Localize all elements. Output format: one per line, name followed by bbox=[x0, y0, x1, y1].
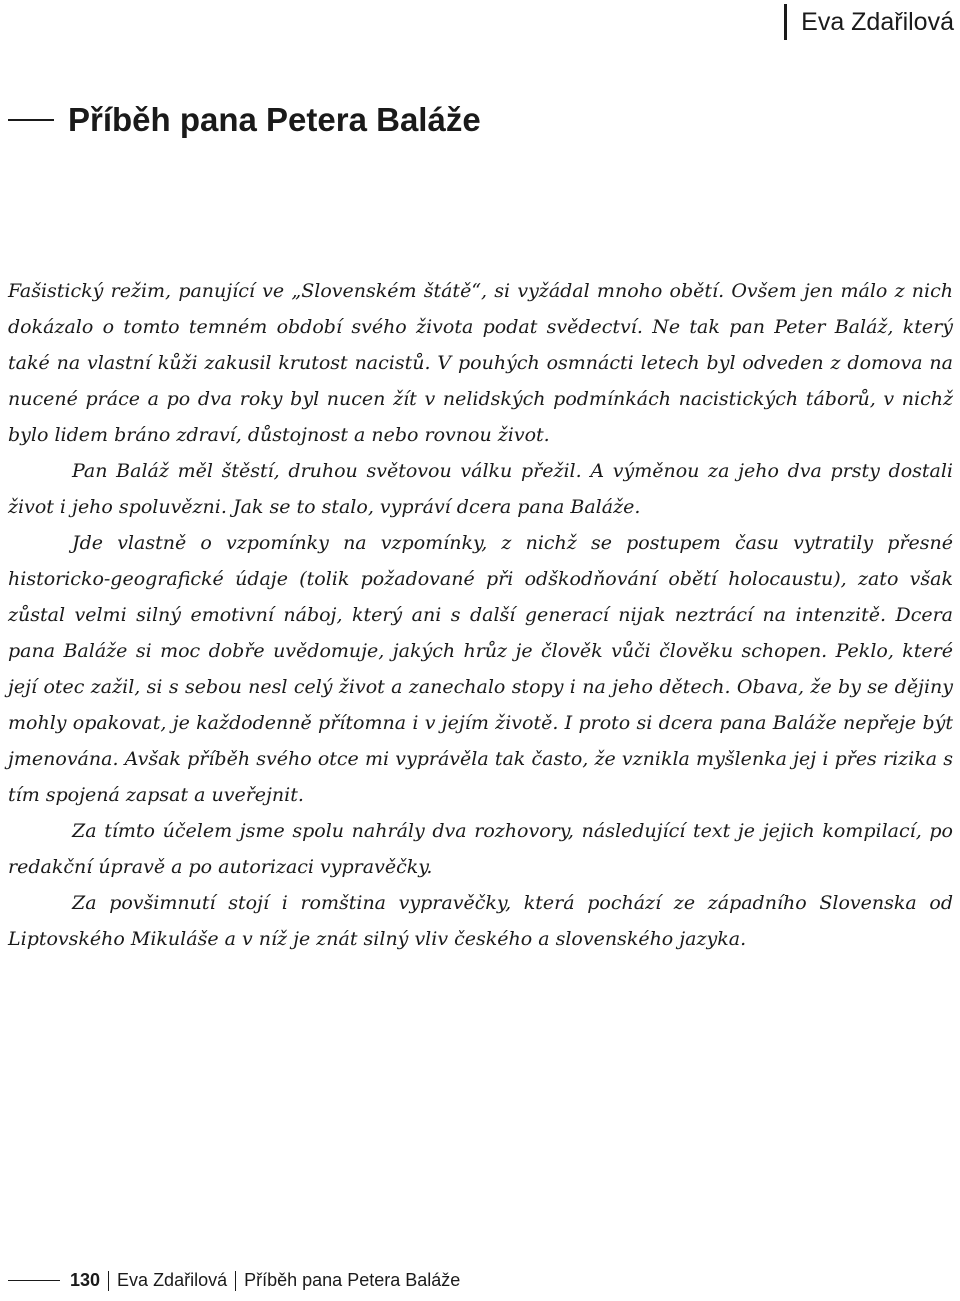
title-rule bbox=[8, 119, 54, 121]
footer-separator bbox=[108, 1271, 109, 1291]
paragraph: Za tímto účelem jsme spolu nahrály dva rozhovory, následující text je jejich kompilací, po redakční úpravě a po autorizaci vypravěčky. bbox=[8, 820, 953, 878]
header-author-name: Eva Zdařilová bbox=[801, 8, 954, 36]
chapter-title: Příběh pana Petera Baláže bbox=[68, 101, 481, 138]
paragraph: Pan Baláž měl štěstí, druhou světovou válku přežil. A výměnou za jeho dva prsty dostali život i jeho spoluvězni. Jak se to stalo, vypráví dcera pana Baláže. bbox=[8, 460, 953, 518]
intro-text bbox=[8, 273, 953, 957]
footer-rule bbox=[8, 1280, 60, 1281]
running-header bbox=[784, 4, 954, 40]
footer-separator bbox=[235, 1271, 236, 1291]
header-divider bbox=[784, 4, 787, 40]
footer-title: Příběh pana Petera Baláže bbox=[244, 1270, 461, 1290]
paragraph: Jde vlastně o vzpomínky na vzpomínky, z nichž se postupem času vytratily přesné historicko-geografické údaje (tolik požadované při odškodňování obětí holocaustu), zato však zůstal velmi silný emotivní náboj, který ani s další generací nijak neztrácí na intenzitě. Dcera pana Baláže si moc dobře uvědomuje, jakých hrůz je člověk vůči člověku schopen. Peklo, které její otec zažil, si s sebou nesl celý život a zanechalo stopy i na jeho dětech. Obava, že by se dějiny mohly opakovat, je každodenně přítomna i v jejím životě. I proto si dcera pana Baláže nepřeje být jmenována. Avšak příběh svého otce mi vyprávěla tak často, že vznikla myšlenka jej i přes rizika s tím spojená zapsat a uveřejnit. bbox=[8, 532, 953, 806]
paragraph: Za povšimnutí stojí i romština vypravěčky, která pochází ze západního Slovenska od Liptovského Mikuláše a v níž je znát silný vliv českého a slovenského jazyka. bbox=[8, 892, 953, 950]
chapter-heading bbox=[8, 98, 481, 142]
page-footer bbox=[8, 1270, 460, 1291]
page-number: 130 bbox=[70, 1270, 101, 1290]
paragraph: Fašistický režim, panující ve „Slovenském štátě“, si vyžádal mnoho obětí. Ovšem jen málo z nich dokázalo o tomto temném období svého života podat svědectví. Ne tak pan Peter Baláž, který také na vlastní kůži zakusil krutost nacistů. V pouhých osmnácti letech byl odveden z domova na nucené práce a po dva roky byl nucen žít v nelidských podmínkách nacistických táborů, v nichž bylo lidem bráno zdraví, důstojnost a nebo rovnou život. bbox=[8, 280, 953, 446]
footer-author: Eva Zdařilová bbox=[117, 1270, 228, 1290]
